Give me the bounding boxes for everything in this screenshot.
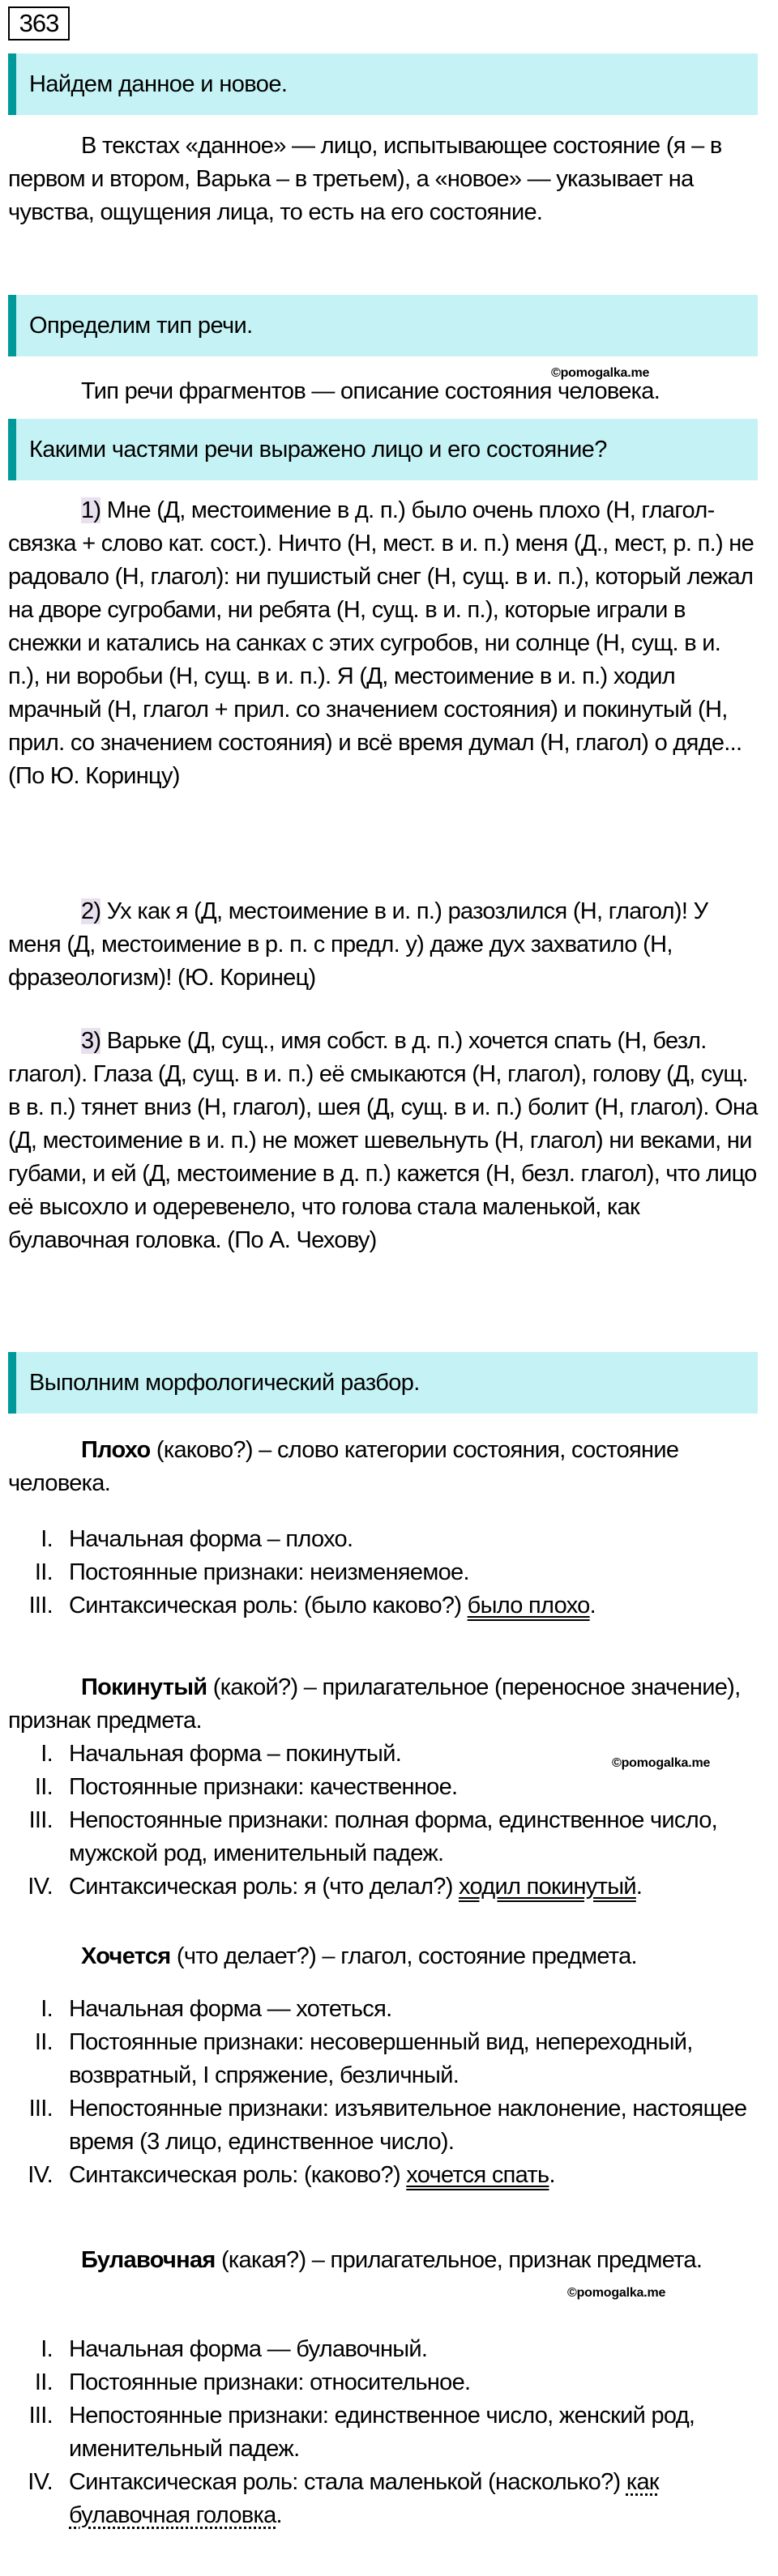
roman-numeral: II.: [34, 1559, 53, 1585]
adverbial-underlined: как булавочная головка: [69, 2469, 659, 2528]
roman-numeral: II.: [34, 2369, 53, 2395]
fragment-number: 3): [81, 1028, 101, 1054]
fragment-text: Ух как я (Д, местоимение в и. п.) разозлился (Н, глагол)! У меня (Д, местоимение в р. п. с предл. у) даже дух захватило (Н, фразеологизм)! (Ю. Коринец): [8, 898, 708, 991]
paragraph-text: Тип речи фрагментов — описание состояния человека.: [81, 378, 660, 404]
roman-numeral: IV.: [28, 2469, 53, 2495]
fragment-3: [8, 1025, 758, 1257]
list-item-text: Постоянные признаки: несовершенный вид, непереходный, возвратный, I спряжение, безличный.: [69, 2029, 693, 2088]
parse-list-pokinutyi: [8, 1738, 758, 1904]
text-segment: .: [589, 1593, 596, 1619]
watermark: ©pomogalka.me: [567, 2286, 666, 2300]
text-segment: Синтаксическая роль: (каково?): [69, 2162, 407, 2188]
list-item: [8, 2466, 758, 2532]
parse-intro-khochetsya: [8, 1940, 758, 1973]
list-item-text: Начальная форма – покинутый.: [69, 1741, 402, 1767]
section-header-given-new: Найдем данное и новое.: [8, 53, 758, 115]
list-item: [8, 1556, 758, 1589]
list-item: [8, 1589, 758, 1623]
predicate-underlined: было плохо: [467, 1593, 590, 1619]
parse-word: Покинутый: [81, 1674, 207, 1700]
parse-list-bulavochnaya: [8, 2333, 758, 2532]
list-item-text: Начальная форма — хотеться.: [69, 1996, 392, 2022]
list-item-text: [69, 1870, 758, 1904]
text-segment: .: [549, 2162, 555, 2188]
list-item-text: [69, 1589, 758, 1623]
section-header-parts-of-speech: Какими частями речи выражено лицо и его состояние?: [8, 419, 758, 480]
list-item: [8, 2092, 758, 2159]
roman-numeral: III.: [28, 1593, 53, 1619]
watermark: ©pomogalka.me: [612, 1756, 711, 1770]
predicate-underlined: ходил покинутый: [459, 1874, 636, 1900]
parse-word: Плохо: [81, 1437, 151, 1463]
fragment-text: Мне (Д, местоимение в д. п.) было очень плохо (Н, глагол-связка + слово кат. сост.). Ничто (Н, мест. в и. п.) меня (Д., мест, р. п.) не радовало (Н, глагол): ни пушистый снег (Н, сущ. в и. п.), который лежал на дворе сугробами, ни ребята (Н, сущ. в и. п.), которые играли в снежки и катались на санках с этих сугробов, ни солнце (Н, сущ. в и. п.), ни воробьи (Н, сущ. в и. п.). Я (Д, местоимение в и. п.) ходил мрачный (Н, глагол + прил. со значением состояния) и покинутый (Н, прил. со значением состояния) и всё время думал (Н, глагол) о дяде... (По Ю. Коринцу): [8, 497, 754, 789]
list-item-text: [69, 2159, 758, 2192]
fragment-number: 2): [81, 898, 101, 924]
list-item: [8, 2366, 758, 2399]
predicate-underlined: хочется спать: [406, 2162, 549, 2188]
paragraph-given-new: [8, 130, 758, 229]
list-item: [8, 2333, 758, 2366]
list-item-text: Постоянные признаки: неизменяемое.: [69, 1559, 469, 1585]
roman-numeral: III.: [28, 2096, 53, 2122]
list-item: [8, 1804, 758, 1870]
list-item: [8, 1738, 758, 1771]
fragment-text: Варьке (Д, сущ., имя собст. в д. п.) хочется спать (Н, безл. глагол). Глаза (Д, сущ. в и. п.) её смыкаются (Н, глагол), голову (Д, сущ. в в. п.) тянет вниз (Н, глагол), шея (Д, сущ. в и. п.) болит (Н, глагол). Она (Д, местоимение в и. п.) не может шевельнуть (Н, глагол) ни веками, ни губами, и ей (Д, местоимение в д. п.) кажется (Н, безл. глагол), что лицо её высохло и одеревенело, что голова стала маленькой, как булавочная головка. (По А. Чехову): [8, 1028, 758, 1253]
list-item: [8, 1870, 758, 1904]
parse-intro-text: (какая?) – прилагательное, признак предмета.: [215, 2247, 703, 2273]
list-item-text: Постоянные признаки: качественное.: [69, 1774, 458, 1800]
fragment-1: [8, 494, 758, 793]
roman-numeral: II.: [34, 2029, 53, 2055]
list-item: [8, 2159, 758, 2192]
parse-word: Булавочная: [81, 2247, 216, 2273]
list-item-text: Постоянные признаки: относительное.: [69, 2369, 471, 2395]
parse-list-khochetsya: [8, 1993, 758, 2192]
parse-list-plokho: [8, 1523, 758, 1623]
parse-intro-pokinutyi: [8, 1671, 758, 1738]
parse-intro-bulavochnaya: [8, 2244, 758, 2277]
watermark: ©pomogalka.me: [551, 366, 650, 380]
text-segment: .: [276, 2502, 282, 2528]
list-item: [8, 2026, 758, 2092]
roman-numeral: III.: [28, 2403, 53, 2429]
roman-numeral: IV.: [28, 1874, 53, 1900]
roman-numeral: I.: [41, 2336, 53, 2362]
parse-intro-text: (каково?) – слово категории состояния, состояние человека.: [8, 1437, 679, 1496]
parse-intro-text: (что делает?) – глагол, состояние предмета.: [170, 1943, 637, 1969]
list-item: [8, 1993, 758, 2026]
list-item: [8, 1523, 758, 1556]
text-segment: Синтаксическая роль: (было каково?): [69, 1593, 468, 1619]
parse-word: Хочется: [81, 1943, 171, 1969]
paragraph-speech-type: [8, 375, 758, 408]
paragraph-text: В текстах «данное» — лицо, испытывающее состояние (я – в первом и втором, Варька – в третьем), а «новое» — указывает на чувства, ощущения лица, то есть на его состояние.: [8, 133, 722, 225]
roman-numeral: IV.: [28, 2162, 53, 2188]
list-item-text: Непостоянные признаки: единственное число, женский род, именительный падеж.: [69, 2403, 695, 2462]
list-item-text: Непостоянные признаки: изъявительное наклонение, настоящее время (3 лицо, единственное число).: [69, 2096, 747, 2155]
list-item: [8, 2399, 758, 2466]
roman-numeral: III.: [28, 1807, 53, 1833]
list-item: [8, 1771, 758, 1804]
exercise-number: 363: [8, 6, 70, 41]
list-item-text: [69, 2466, 758, 2532]
fragment-2: [8, 895, 758, 995]
text-segment: .: [635, 1874, 643, 1900]
roman-numeral: I.: [41, 1526, 53, 1552]
fragment-number: 1): [81, 497, 101, 523]
parse-intro-text: (какой?) – прилагательное (переносное значение), признак предмета.: [8, 1674, 741, 1734]
text-segment: Синтаксическая роль: стала маленькой (насколько?): [69, 2469, 626, 2495]
roman-numeral: I.: [41, 1741, 53, 1767]
list-item-text: Непостоянные признаки: полная форма, единственное число, мужской род, именительный падеж.: [69, 1807, 718, 1866]
list-item-text: Начальная форма — булавочный.: [69, 2336, 428, 2362]
roman-numeral: II.: [34, 1774, 53, 1800]
section-header-morphology: Выполним морфологический разбор.: [8, 1352, 758, 1414]
roman-numeral: I.: [41, 1996, 53, 2022]
parse-intro-plokho: [8, 1434, 758, 1500]
list-item-text: Начальная форма – плохо.: [69, 1526, 353, 1552]
text-segment: Синтаксическая роль: я (что делал?): [69, 1874, 460, 1900]
section-header-speech-type: Определим тип речи.: [8, 295, 758, 356]
